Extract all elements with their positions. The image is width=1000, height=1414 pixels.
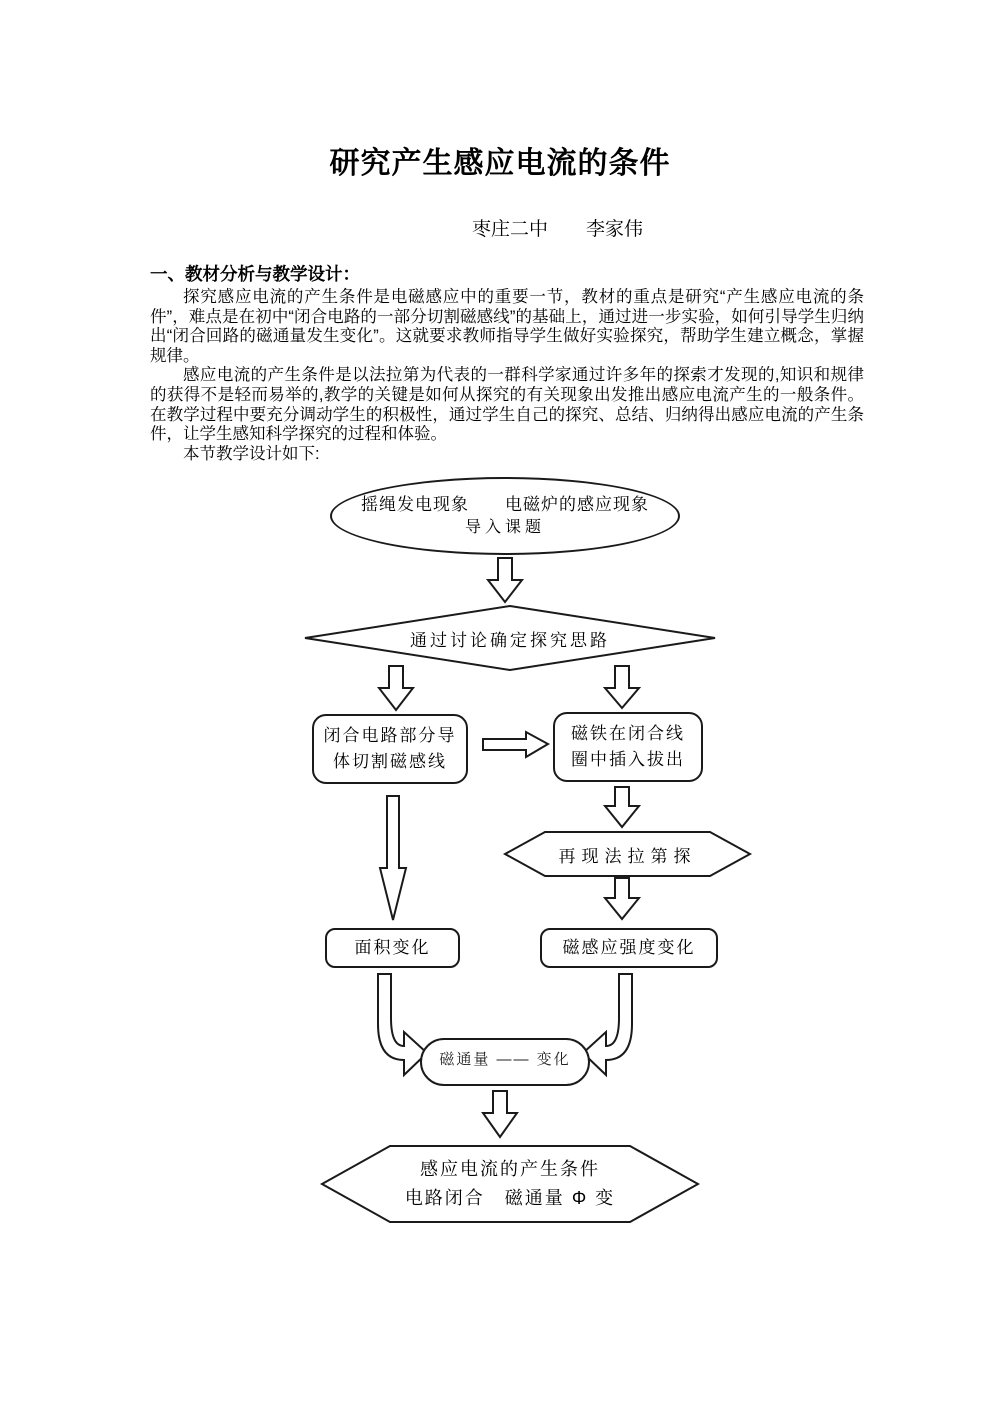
author-line: 枣庄二中 李家伟	[471, 219, 643, 240]
section-heading: 一、教材分析与教学设计：	[150, 264, 360, 284]
intro-line1: 摇绳发电现象 电磁炉的感应现象	[361, 495, 649, 514]
paragraph-3: 本节教学设计如下:	[183, 444, 320, 463]
down-arrow-icon	[483, 1091, 517, 1137]
magnet-coil-line2: 圈中插入拔出	[571, 750, 685, 769]
flow-node-flux-change	[420, 1038, 590, 1086]
down-arrow-icon	[488, 558, 522, 602]
paragraph-2: 感应电流的产生条件是以法拉第为代表的一群科学家通过许多年的探索才发现的,知识和规律的获得不是轻而易举的,教学的关键是如何从探究的有关现象出发推出感应电流产生的一般条件。在教学过程中要充分调动学生的积极性，通过学生自己的探究、总结、归纳得出感应电流的产生条件，让学生感知科学探究的过程和体验。	[150, 366, 864, 444]
flow-node-conclusion	[322, 1148, 698, 1220]
down-arrow-icon	[605, 787, 639, 827]
down-arrow-icon	[605, 666, 639, 708]
long-down-arrow-icon	[380, 796, 406, 920]
bfield-change-label: 磁感应强度变化	[562, 938, 696, 957]
flux-clipped-text: 磁通量 —— 变化	[439, 1051, 571, 1068]
flow-node-faraday-label: 再现法拉第探	[558, 846, 697, 866]
flow-node-intro	[330, 477, 680, 555]
down-arrow-icon	[605, 878, 639, 919]
flow-node-area-change	[325, 928, 460, 968]
area-change-label: 面积变化	[354, 938, 431, 957]
page-title: 研究产生感应电流的条件	[329, 147, 671, 180]
flow-node-bfield-change	[540, 928, 718, 968]
intro-line2: 导入课题	[464, 519, 545, 536]
paragraph-1: 探究感应电流的产生条件是电磁感应中的重要一节，教材的重点是研究“产生感应电流的条件”，难点是在初中“闭合电路的一部分切割磁感线”的基础上，通过进一步实验，如何引导学生归纳出“闭合回路的磁通量发生变化”。这就要求教师指导学生做好实验探究，帮助学生建立概念，掌握规律。	[150, 288, 864, 365]
flow-node-discussion-label: 通过讨论确定探究思路	[410, 630, 610, 650]
curved-left-arrow-icon	[583, 974, 632, 1075]
clipped-text-strip	[422, 1051, 588, 1068]
cut-lines-line2: 体切割磁感线	[333, 752, 447, 771]
flow-node-magnet-coil	[553, 712, 703, 782]
down-arrow-icon	[379, 666, 413, 710]
flow-node-cut-lines	[312, 714, 468, 784]
conclusion-line2: 电路闭合 磁通量 Φ 变	[404, 1188, 616, 1208]
right-arrow-icon	[483, 732, 548, 757]
cut-lines-line1: 闭合电路部分导	[323, 726, 457, 745]
conclusion-line1: 感应电流的产生条件	[420, 1159, 600, 1179]
magnet-coil-line1: 磁铁在闭合线	[571, 724, 685, 743]
